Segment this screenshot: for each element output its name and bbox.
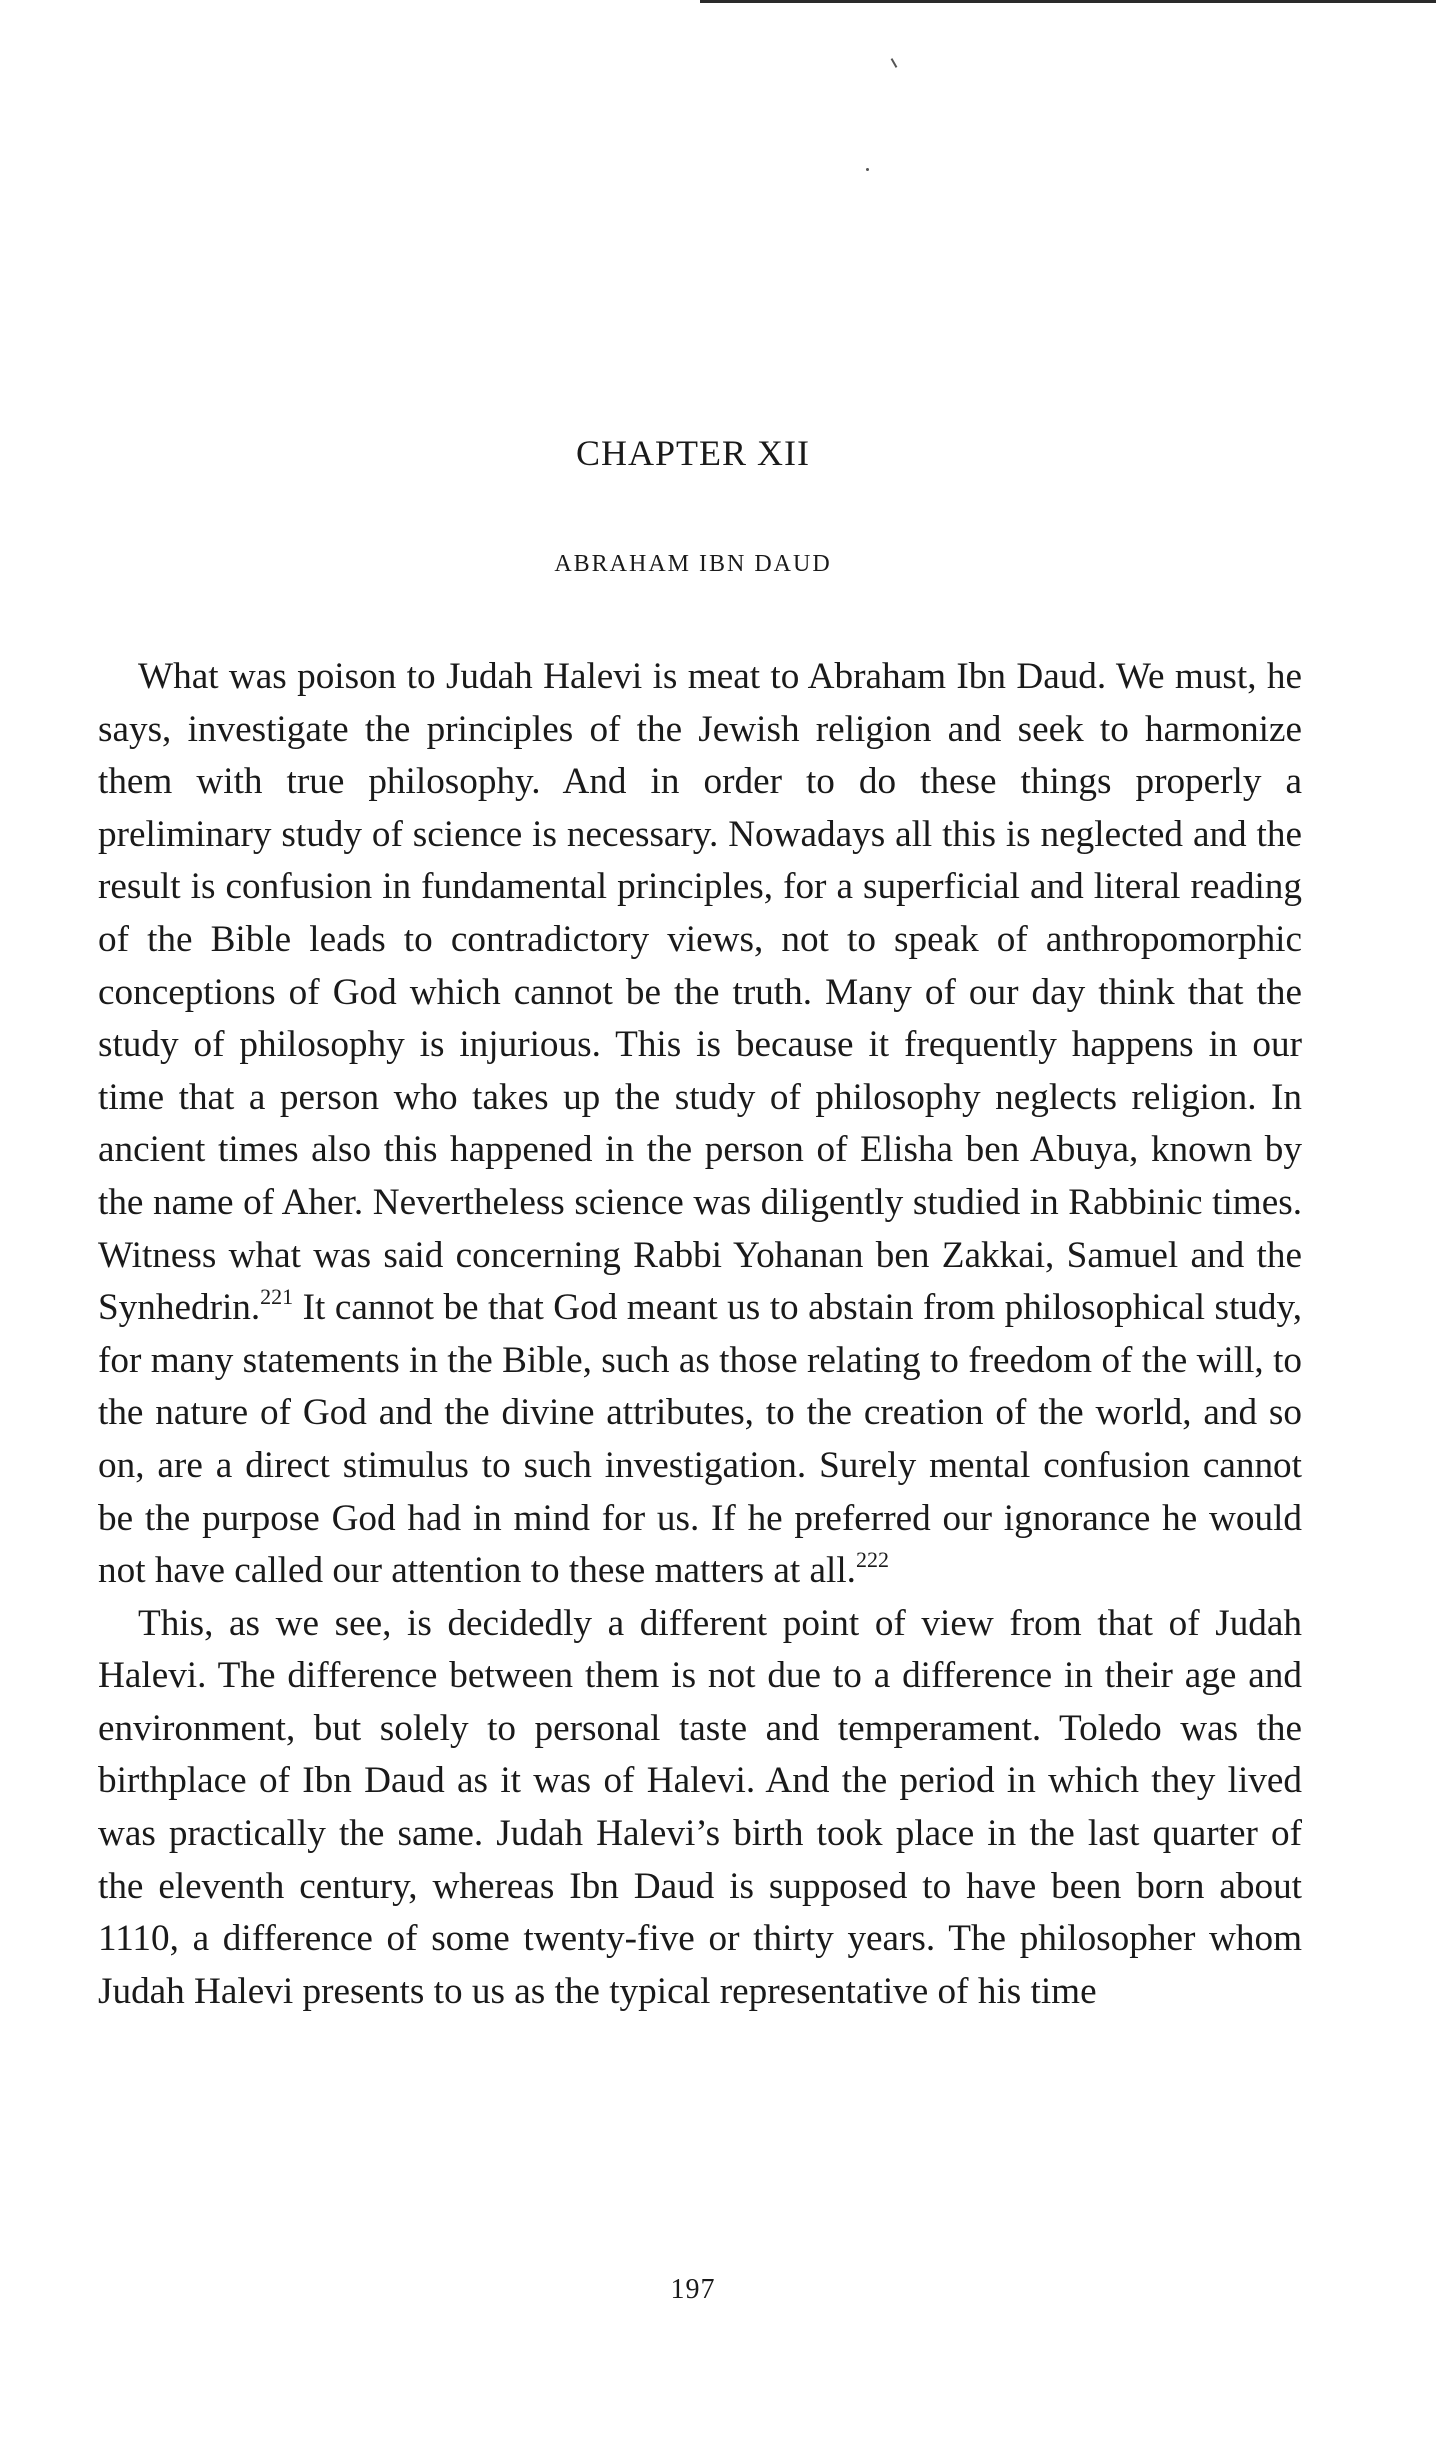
paragraph-1 — [98, 651, 1302, 1598]
paragraph-1-part-2: It cannot be that God meant us to abstain from philosophical study, for many statements in the Bible, such as those relating to freedom of the will, to the nature of God and the divine attributes, to the creation of the world, and so on, are a direct stimulus to such investigation. Surely mental confusion cannot be the purpose God had in mind for us. If he preferred our ignorance he would not have called our attention to these matters at all. — [98, 1287, 1302, 1592]
footnote-ref-222: 222 — [855, 1547, 889, 1573]
chapter-title: CHAPTER XII — [576, 433, 810, 473]
footnote-ref-221: 221 — [260, 1284, 294, 1310]
paragraph-2: This, as we see, is decidedly a different point of view from that of Judah Halevi. The difference between them is not due to a difference in their age and environment, but solely to personal taste and temperament. Toledo was the birthplace of Ibn Daud as it was of Halevi. And the period in which they lived was practically the same. Judah Halevi’s birth took place in the last quarter of the eleventh century, whereas Ibn Daud is supposed to have been born about 1110, a difference of some twenty-five or thirty years. The philosopher whom Judah Halevi presents to us as the typical representative of his time — [98, 1602, 1302, 2012]
chapter-subtitle: ABRAHAM IBN DAUD — [554, 551, 832, 577]
scan-speck — [866, 168, 869, 171]
body-text — [98, 651, 1302, 2018]
top-edge-rule — [700, 0, 1436, 3]
page-number: 197 — [670, 2274, 716, 2305]
scan-speck — [891, 58, 898, 68]
paragraph-1-part-1: What was poison to Judah Halevi is meat to Abraham Ibn Daud. We must, he says, investigate the principles of the Jewish religion and seek to harmonize them with true philosophy. And in order to do these things properly a preliminary study of science is necessary. Nowadays all this is neglected and the result is confusion in fundamental principles, for a superficial and literal reading of the Bible leads to contradictory views, not to speak of anthropomorphic conceptions of God which cannot be the truth. Many of our day think that the study of philosophy is injurious. This is because it frequently happens in our time that a person who takes up the study of philosophy neglects religion. In ancient times also this happened in the person of Elisha ben Abuya, known by the name of Aher. Nevertheless science was diligently studied in Rabbinic times. Witness what was said concerning Rabbi Yohanan ben Zakkai, Samuel and the Synhedrin. — [98, 656, 1302, 1329]
